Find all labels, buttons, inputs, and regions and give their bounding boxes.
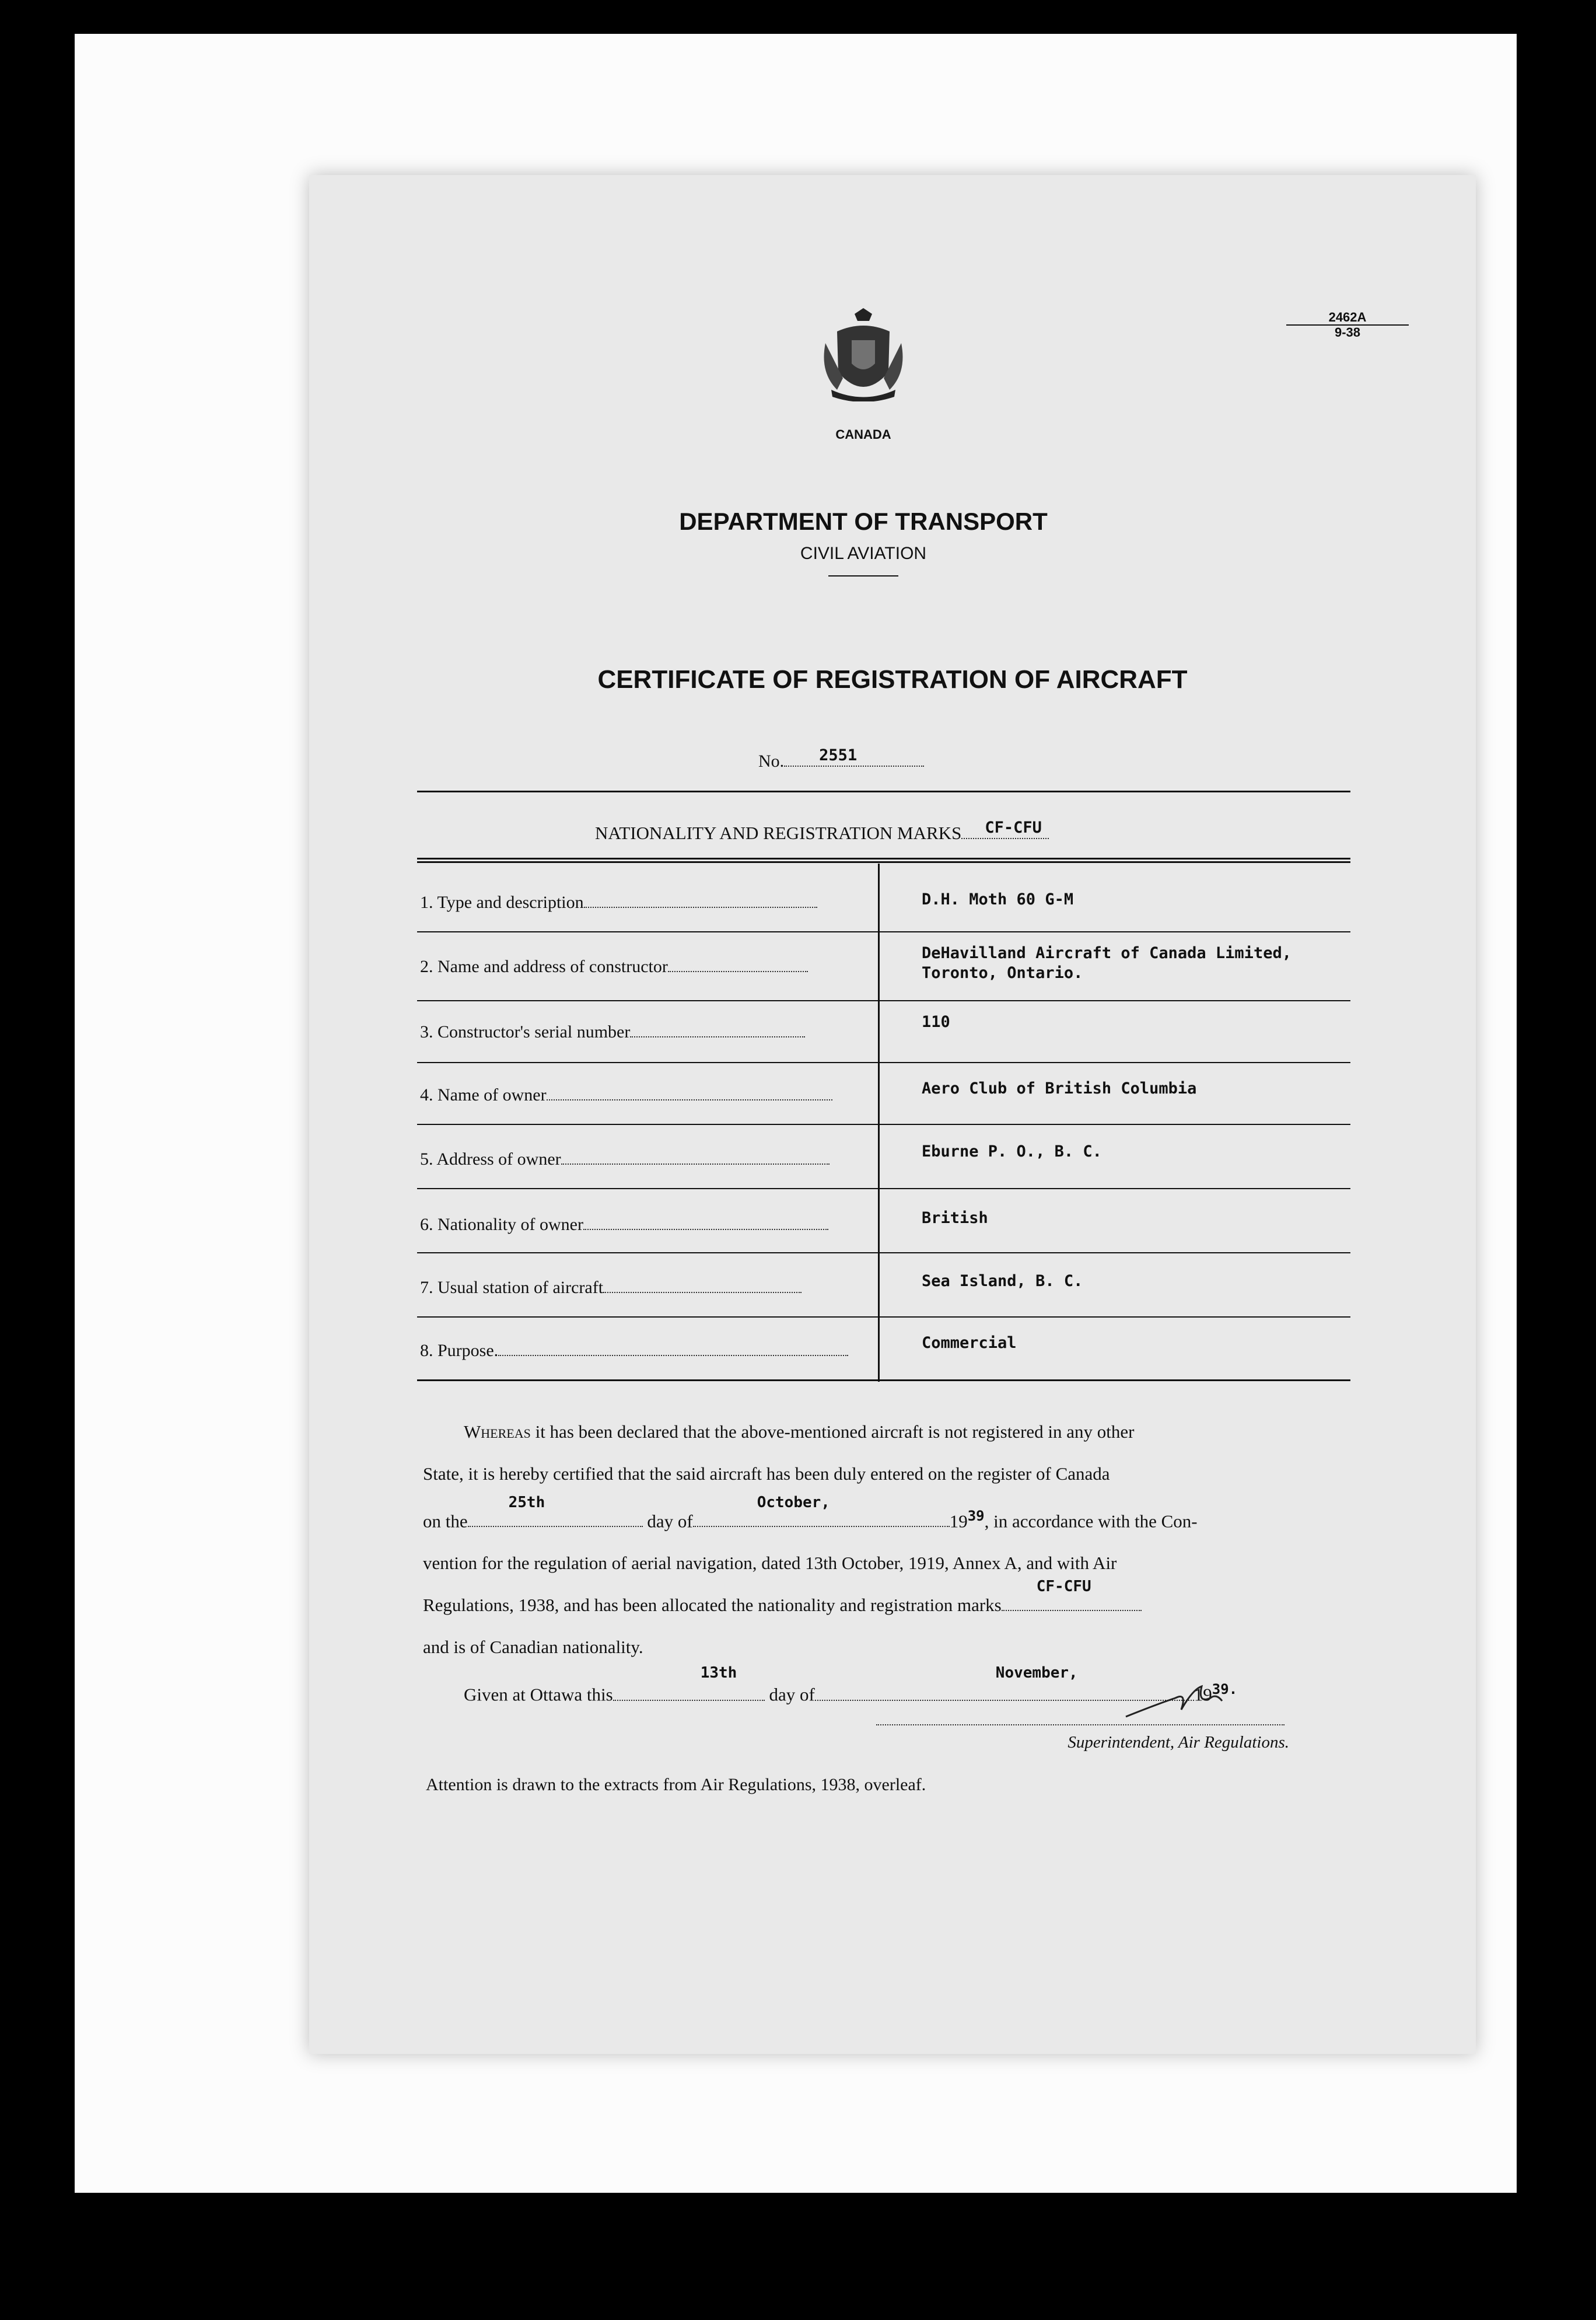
registration-day: 25th: [508, 1494, 545, 1512]
rule-top: [417, 791, 1350, 792]
branch-heading: CIVIL AVIATION: [800, 544, 927, 563]
nationality-marks: [595, 819, 1353, 844]
form-code: 2462A: [1328, 310, 1367, 324]
certificate-number: [758, 746, 968, 771]
row-rule: [417, 1316, 1350, 1318]
row-label: 8. Purpose.: [420, 1341, 499, 1360]
row-value-line2: Toronto, Ontario.: [922, 964, 1083, 982]
certificate-title: CERTIFICATE OF REGISTRATION OF AIRCRAFT: [597, 665, 1188, 694]
whereas-word: Whereas: [464, 1421, 531, 1442]
certificate-number-value: 2551: [819, 746, 858, 764]
row-value: Commercial: [922, 1334, 1017, 1352]
row-label: 3. Constructor's serial number: [420, 1022, 631, 1042]
body-line-3: on the 25th day of October, $19^{39}$, in accordance with the Con-: [423, 1495, 1345, 1542]
rule-table-top-double: [417, 861, 1350, 863]
table-row: [420, 1278, 802, 1298]
given-month: November,: [995, 1664, 1078, 1682]
given-day: 13th: [700, 1664, 737, 1682]
row-rule: [417, 1252, 1350, 1253]
row-value: British: [922, 1209, 988, 1227]
body-line-1: Whereas it has been declared that the above-mentioned aircraft is not registered in any other: [464, 1421, 1135, 1442]
crest-label: CANADA: [835, 427, 891, 442]
signature-line: [876, 1724, 1284, 1725]
row-value: Aero Club of British Columbia: [922, 1079, 1197, 1098]
nationality-marks-value: CF-CFU: [985, 819, 1042, 837]
body-line-2: State, it is hereby certified that the said aircraft has been duly entered on the register of Canada: [423, 1463, 1110, 1484]
rule-table-bottom: [417, 1379, 1350, 1381]
row-label: 2. Name and address of constructor: [420, 957, 668, 976]
table-row: [420, 1085, 832, 1105]
row-label: 6. Nationality of owner: [420, 1215, 583, 1234]
body-line-5: Regulations, 1938, and has been allocated the nationality and registration marks CF-CFU: [423, 1584, 1345, 1626]
row-label: 7. Usual station of aircraft: [420, 1278, 604, 1297]
body-line-4: vention for the regulation of aerial navigation, dated 13th October, 1919, Annex A, and with Air: [423, 1553, 1117, 1574]
row-value: DeHavilland Aircraft of Canada Limited,: [922, 944, 1292, 962]
table-row: [420, 1215, 828, 1235]
form-date: 9-38: [1286, 324, 1409, 340]
signature-title: Superintendent, Air Regulations.: [1068, 1733, 1289, 1752]
row-value: 110: [922, 1013, 950, 1031]
table-row: [420, 1341, 848, 1361]
row-rule: [417, 1000, 1350, 1001]
rule-table-top: [417, 858, 1350, 859]
given-year: 39.: [1212, 1681, 1238, 1698]
body-line-6: and is of Canadian nationality.: [423, 1637, 643, 1658]
registration-marks: CF-CFU: [1036, 1578, 1091, 1596]
signature: [1123, 1680, 1240, 1721]
registration-year: 39: [967, 1508, 985, 1524]
row-rule: [417, 931, 1350, 932]
certificate-number-label: No.: [758, 752, 785, 771]
registration-month: October,: [757, 1494, 830, 1512]
department-heading: DEPARTMENT OF TRANSPORT: [679, 508, 1048, 535]
row-label: 4. Name of owner: [420, 1085, 547, 1105]
certification-paragraph: [423, 1411, 1345, 1716]
row-rule: [417, 1124, 1350, 1125]
table-row: [420, 957, 808, 977]
table-divider: [878, 864, 880, 1382]
table-row: [420, 1022, 805, 1042]
coat-of-arms-icon: [820, 308, 907, 401]
table-row: [420, 1149, 830, 1169]
row-label: 5. Address of owner: [420, 1149, 561, 1169]
row-rule: [417, 1188, 1350, 1189]
row-value: Eburne P. O., B. C.: [922, 1142, 1102, 1161]
row-value: D.H. Moth 60 G-M: [922, 890, 1074, 909]
given-line: Given at Ottawa this 13th day of November, $19^{39.}$: [423, 1668, 1345, 1715]
row-label: 1. Type and description: [420, 893, 584, 912]
heading-divider: [828, 575, 898, 576]
form-number: [1286, 310, 1409, 340]
row-value: Sea Island, B. C.: [922, 1272, 1083, 1290]
nationality-marks-label: NATIONALITY AND REGISTRATION MARKS: [595, 823, 962, 843]
row-rule: [417, 1062, 1350, 1063]
attention-note: Attention is drawn to the extracts from Air Regulations, 1938, overleaf.: [426, 1775, 926, 1794]
table-row: [420, 893, 817, 913]
certificate-page: [309, 175, 1476, 2054]
